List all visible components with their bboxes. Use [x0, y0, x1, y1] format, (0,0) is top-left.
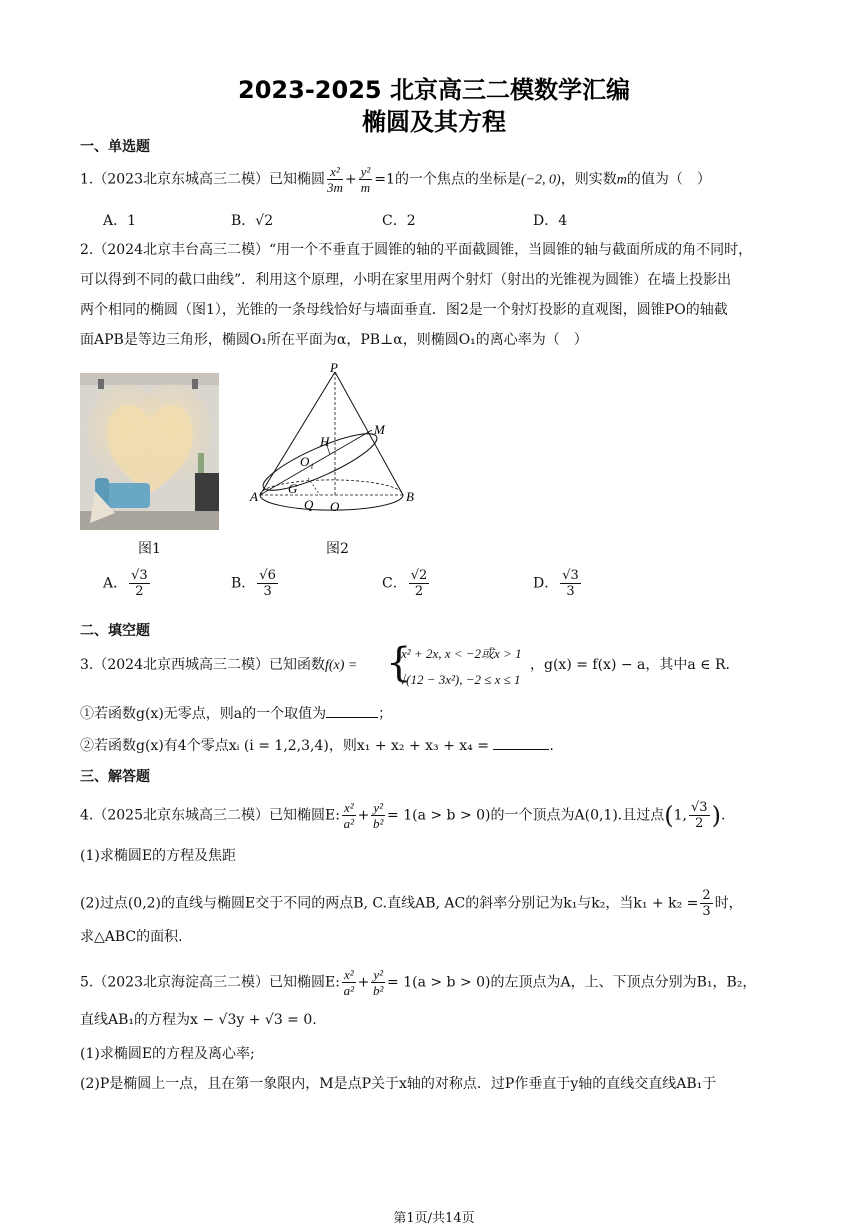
answer-blank-2[interactable]: [493, 735, 549, 750]
section-heading-single-choice: 一、单选题: [80, 139, 150, 155]
q3-case-1: x² + 2x, x < −2或x > 1: [401, 646, 522, 661]
q5-part-1: (1)求椭圆E的方程及离心率;: [80, 1046, 255, 1062]
label-p: P: [330, 360, 338, 375]
q3-part-2: ②若函数g(x)有4个零点xᵢ (i = 1,2,3,4)，则x₁ + x₂ + x₃ + x₄ = .: [80, 735, 554, 756]
label-a: A: [250, 489, 258, 504]
q1-prefix: 1.（2023北京东城高三二模）已知椭圆: [80, 171, 325, 188]
document-subtitle: 椭圆及其方程: [362, 108, 506, 136]
page-footer: 第1页/共14页: [393, 1211, 475, 1226]
label-g: G: [288, 481, 298, 496]
label-o1: O₁: [300, 454, 314, 469]
q1-option-b: B．√2: [231, 213, 274, 229]
q4-part-1: (1)求椭圆E的方程及焦距: [80, 848, 237, 864]
q5-part-2: (2)P是椭圆上一点，且在第一象限内，M是点P关于x轴的对称点．过P作垂直于y轴的直线交直线AB₁于: [80, 1076, 717, 1092]
q2-option-d: D． $\frac{√3}{3}$: [533, 568, 579, 599]
question-1: 1.（2023北京东城高三二模）已知椭圆 $\frac{\text{x²}}{3m}$ + $\frac{\text{y²}}{m}$ =1的一个焦点的坐标是(−2, 0)，则实数m的值为（ ）: [80, 164, 711, 195]
figure-1-photo: [80, 373, 219, 530]
q5-line-2: 直线AB₁的方程为x − √3y + √3 = 0.: [80, 1012, 317, 1028]
q3-prefix: 3.（2024北京西城高三二模）已知函数f(x) =: [80, 657, 358, 673]
figure-2-cone-diagram: [248, 360, 428, 535]
answer-blank-1[interactable]: [326, 703, 378, 718]
label-b: B: [406, 489, 414, 504]
q2-option-b: B． $\frac{√6}{3}$: [231, 568, 276, 599]
q4-part-2: (2)过点(0,2)的直线与椭圆E交于不同的两点B, C.直线AB, AC的斜率分别记为k₁与k₂，当k₁ + k₂ = $\frac{2}{3}$ 时，: [80, 888, 743, 919]
label-q: Q: [304, 497, 314, 512]
q2-option-a: A． $\frac{√3}{2}$: [103, 568, 148, 599]
q3-g-definition: ，g(x) = f(x) − a，其中a ∈ R．: [530, 657, 740, 673]
section-heading-solution: 三、解答题: [80, 769, 150, 785]
q1-option-a: A．1: [103, 213, 137, 229]
q1-option-c: C．2: [382, 213, 416, 229]
q4-part-2-cont: 求△ABC的面积.: [80, 929, 183, 945]
q1-fraction-1: $\frac{\text{x²}}{3m}$: [327, 164, 343, 195]
figure-1-caption: 图1: [138, 541, 161, 557]
label-m: M: [374, 422, 385, 437]
q2-line-2: 可以得到不同的截口曲线”．利用这个原理，小明在家里用两个射灯（射出的光锥视为圆锥）在墙上投影出: [80, 272, 732, 288]
document-title: 2023-2025 北京高三二模数学汇编: [238, 76, 630, 104]
q2-line-3: 两个相同的椭圆（图1），光锥的一条母线恰好与墙面垂直．图2是一个射灯投影的直观图，圆锥PO的轴截: [80, 302, 728, 318]
q1-option-d: D．4: [533, 213, 568, 229]
q3-part-1: ①若函数g(x)无零点，则a的一个取值为 ；: [80, 703, 392, 724]
q3-case-2: √(12 − 3x²), −2 ≤ x ≤ 1: [399, 672, 521, 687]
q5-line-1: 5.（2023北京海淀高三二模）已知椭圆E: $\frac{\text{x²}}{\text{a²}}$ + $\frac{\text{y²}}{\text{b²}}$ = 1(a > b > 0)的左顶点为A，上、下顶点分别为B₁，B₂，: [80, 967, 757, 998]
q2-line-4: 面APB是等边三角形，椭圆O₁所在平面为α，PB⊥α，则椭圆O₁的离心率为（ ）: [80, 332, 588, 348]
q1-fraction-2: $\frac{\text{y²}}{m}$: [360, 164, 371, 195]
section-heading-fill-in: 二、填空题: [80, 623, 150, 639]
q2-option-c: C． $\frac{√2}{2}$: [382, 568, 428, 599]
q4-line-1: 4.（2025北京东城高三二模）已知椭圆E: $\frac{\text{x²}}{\text{a²}}$ + $\frac{\text{y²}}{\text{b²}}$ = 1(a > b > 0)的一个顶点为A(0,1).且过点(1, $\frac{√3}{2}$ ).: [80, 800, 726, 831]
label-o: O: [330, 499, 340, 514]
q2-line-1: 2.（2024北京丰台高三二模）“用一个不垂直于圆锥的轴的平面截圆锥，当圆锥的轴与截面所成的角不同时，: [80, 242, 753, 258]
q3-piecewise-brace: {: [386, 640, 412, 686]
figure-2-caption: 图2: [326, 541, 349, 557]
label-h: H: [320, 434, 330, 449]
